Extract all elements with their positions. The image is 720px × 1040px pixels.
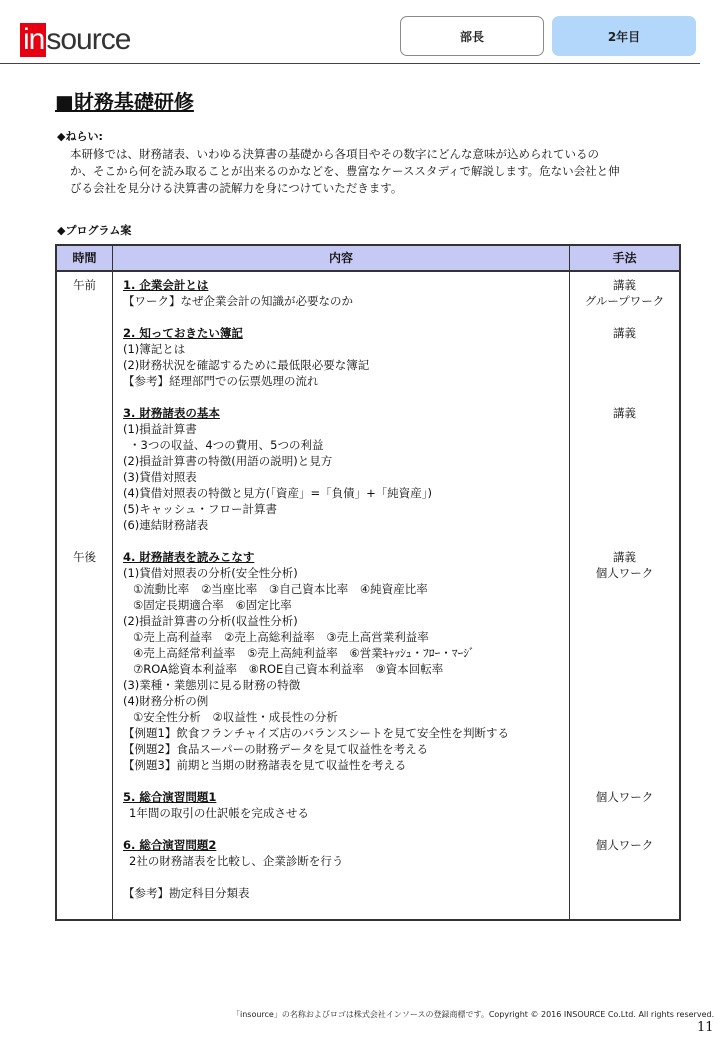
section-2 xyxy=(123,325,563,389)
reference-note: 【参考】勘定科目分類表 xyxy=(123,886,250,900)
logo-source: source xyxy=(46,23,131,56)
section-3 xyxy=(123,405,563,533)
method-item: 講義 xyxy=(613,406,636,420)
section-item: ④売上高経常利益率 ⑤売上高純利益率 ⑥営業ｷｬｯｼｭ・ﾌﾛｰ・ﾏｰｼﾞ xyxy=(133,646,475,660)
section-1 xyxy=(123,277,563,309)
section-item: 【ワーク】なぜ企業会計の知識が必要なのか xyxy=(123,294,353,308)
copyright-footer: 「insource」の名称およびロゴは株式会社インソースの登録商標です。Copyright © 2016 INSOURCE Co.Ltd. All rights reserved. xyxy=(232,1010,715,1019)
section-5 xyxy=(123,789,563,821)
column-divider xyxy=(112,246,113,919)
program-heading: ◆プログラム案 xyxy=(57,224,132,237)
page-title: ■財務基礎研修 xyxy=(55,90,194,114)
time-am: 午前 xyxy=(73,278,96,292)
section-item: ①安全性分析 ②収益性・成長性の分析 xyxy=(133,710,338,724)
aim-line: か、そこから何を読み取ることが出来るのかなどを、豊富なケーススタディで解説します。危ない会社と伸 xyxy=(70,164,620,178)
section-6 xyxy=(123,837,563,869)
logo-in: in xyxy=(20,23,46,57)
section-title: 3. 財務諸表の基本 xyxy=(123,406,220,420)
aim-line: びる会社を見分ける決算書の読解力を身につけていただきます。 xyxy=(70,181,403,195)
method-4 xyxy=(570,549,679,581)
section-item: ・3つの収益、4つの費用、5つの利益 xyxy=(129,438,324,452)
section-item: ⑤固定長期適合率 ⑥固定比率 xyxy=(133,598,292,612)
position-label: 部長 xyxy=(400,16,544,56)
section-title: 5. 総合演習問題1 xyxy=(123,790,217,804)
program-table xyxy=(55,244,681,921)
section-item: (5)キャッシュ・フロー計算書 xyxy=(123,502,278,516)
section-item: ①売上高利益率 ②売上高総利益率 ③売上高営業利益率 xyxy=(133,630,429,644)
method-item: 個人ワーク xyxy=(595,566,654,580)
aim-text xyxy=(70,146,660,197)
method-item: 講義 xyxy=(613,278,636,292)
method-item: 講義 xyxy=(613,326,636,340)
section-item: (2)損益計算書の分析(収益性分析) xyxy=(123,614,298,628)
section-item: (6)連結財務諸表 xyxy=(123,518,209,532)
header-divider xyxy=(0,63,700,64)
method-3 xyxy=(570,405,679,421)
section-item: (2)財務状況を確認するために最低限必要な簿記 xyxy=(123,358,370,372)
section-item: 【例題2】食品スーパーの財務データを見て収益性を考える xyxy=(123,742,429,756)
section-item: (3)貸借対照表 xyxy=(123,470,197,484)
method-item: グループワーク xyxy=(584,294,665,308)
section-item: (1)貸借対照表の分析(安全性分析) xyxy=(123,566,298,580)
page-number: 11 xyxy=(697,1020,714,1035)
method-item: 講義 xyxy=(613,550,636,564)
aim-heading: ◆ねらい: xyxy=(57,130,103,143)
header-method: 手法 xyxy=(612,251,637,265)
section-item: (3)業種・業態別に見る財務の特徴 xyxy=(123,678,301,692)
method-2 xyxy=(570,325,679,341)
section-title: 4. 財務諸表を読みこなす xyxy=(123,550,255,564)
section-item: 【参考】経理部門での伝票処理の流れ xyxy=(123,374,319,388)
header-content: 内容 xyxy=(328,251,353,265)
section-item: (1)損益計算書 xyxy=(123,422,197,436)
section-4 xyxy=(123,549,563,773)
section-item: (1)簿記とは xyxy=(123,342,186,356)
column-divider xyxy=(569,246,570,919)
year-label: 2年目 xyxy=(552,16,696,56)
section-title: 2. 知っておきたい簿記 xyxy=(123,326,243,340)
method-5 xyxy=(570,789,679,805)
header-time: 時間 xyxy=(72,251,97,265)
section-item: ①流動比率 ②当座比率 ③自己資本比率 ④純資産比率 xyxy=(133,582,428,596)
section-item: (4)貸借対照表の特徴と見方(「資産」=「負債」+「純資産」) xyxy=(123,486,433,500)
aim-line: 本研修では、財務諸表、いわゆる決算書の基礎から各項目やその数字にどんな意味が込められているの xyxy=(70,147,599,161)
section-item: (4)財務分析の例 xyxy=(123,694,209,708)
section-title: 6. 総合演習問題2 xyxy=(123,838,217,852)
section-item: 【例題1】飲食フランチャイズ店のバランスシートを見て安全性を判断する xyxy=(123,726,510,740)
section-item: (2)損益計算書の特徴(用語の説明)と見方 xyxy=(123,454,333,468)
section-item: 1年間の取引の仕訳帳を完成させる xyxy=(129,806,309,820)
table-header xyxy=(57,246,679,272)
insource-logo xyxy=(20,22,130,58)
method-item: 個人ワーク xyxy=(595,838,654,852)
section-title: 1. 企業会計とは xyxy=(123,278,209,292)
section-item: 【例題3】前期と当期の財務諸表を見て収益性を考える xyxy=(123,758,407,772)
section-item: ⑦ROA総資本利益率 ⑧ROE自己資本利益率 ⑨資本回転率 xyxy=(133,662,444,676)
method-1 xyxy=(570,277,679,309)
time-pm: 午後 xyxy=(73,550,96,564)
section-item: 2社の財務諸表を比較し、企業診断を行う xyxy=(129,854,344,868)
method-item: 個人ワーク xyxy=(595,790,654,804)
method-6 xyxy=(570,837,679,853)
